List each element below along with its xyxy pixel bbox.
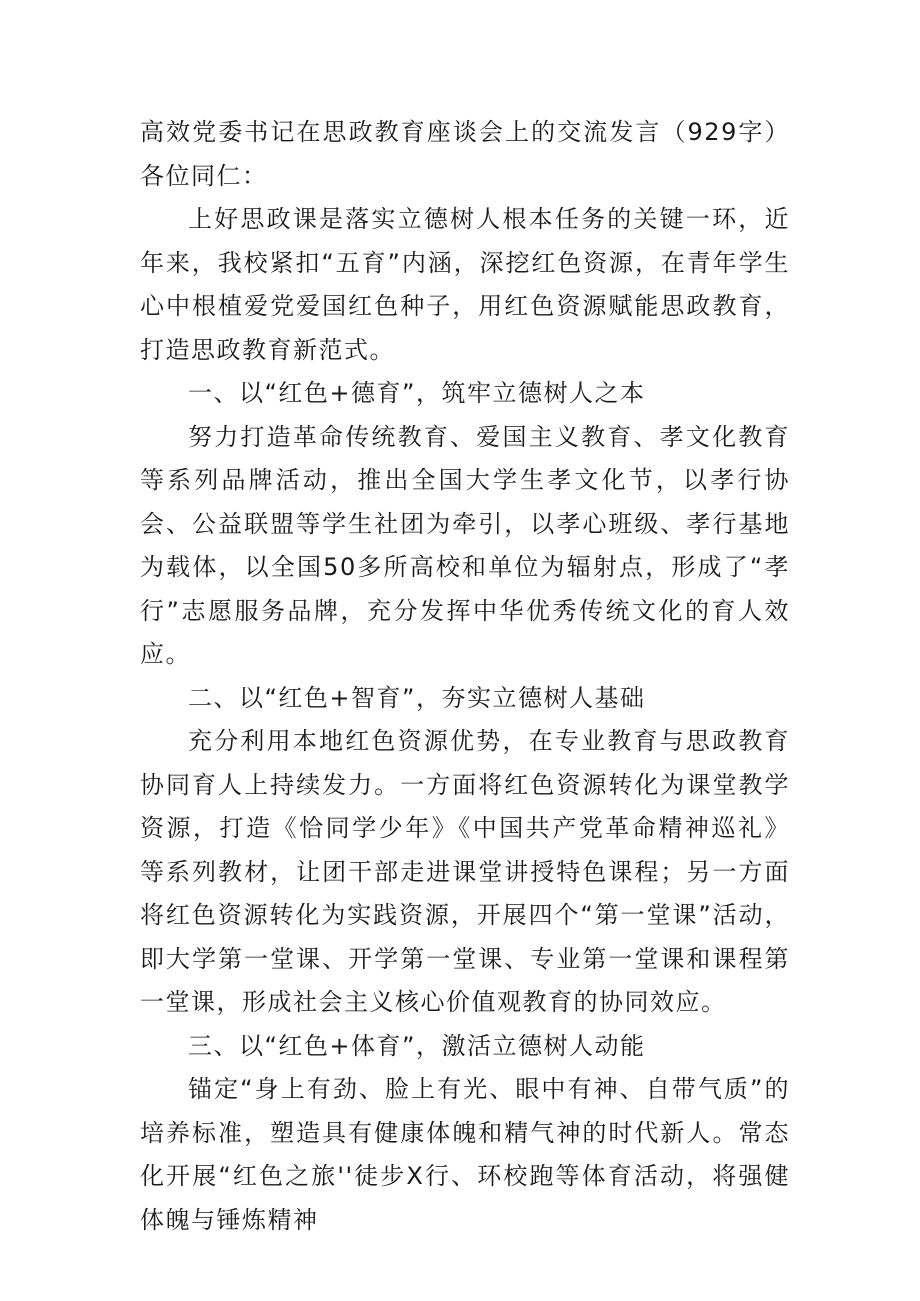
- section2-paragraph: 充分利用本地红色资源优势，在专业教育与思政教育协同育人上持续发力。一方面将红色资源转化为课堂教学资源，打造《恰同学少年》《中国共产党革命精神巡礼》等系列教材，让团干部走进课堂讲授特色课程；另一方面将红色资源转化为实践资源，开展四个“第一堂课”活动，即大学第一堂课、开学第一堂课、专业第一堂课和课程第一堂课，形成社会主义核心价值观教育的协同效应。: [140, 727, 790, 1016]
- section2-heading: 二、以“红色+智育”，夯实立德树人基础: [188, 683, 646, 712]
- document-title-line: 高效党委书记在思政教育座谈会上的交流发言（929字）各位同仁：: [140, 118, 790, 190]
- section1-heading: 一、以“红色+德育”，筑牢立德树人之本: [188, 379, 646, 407]
- section1-paragraph: 努力打造革命传统教育、爱国主义教育、孝文化教育等系列品牌活动，推出全国大学生孝文化节，以孝行协会、公益联盟等学生社团为牵引，以孝心班级、孝行基地为载体，以全国50多所高校和单位为辐射点，形成了“孝行”志愿服务品牌，充分发挥中华优秀传统文化的育人效应。: [140, 422, 790, 668]
- document-body: [140, 111, 790, 1242]
- intro-paragraph: 上好思政课是落实立德树人根本任务的关键一环，近年来，我校紧扣“五育”内涵，深挖红色资源，在青年学生心中根植爱党爱国红色种子，用红色资源赋能思政教育，打造思政教育新范式。: [140, 205, 790, 364]
- section3-paragraph: 锚定“身上有劲、脸上有光、眼中有神、自带气质”的培养标准，塑造具有健康体魄和精气神的时代新人。常态化开展“红色之旅''徒步X行、环校跑等体育活动，将强健体魄与锤炼精神: [140, 1075, 790, 1234]
- section3-heading: 三、以“红色+体育”，激活立德树人动能: [188, 1031, 646, 1060]
